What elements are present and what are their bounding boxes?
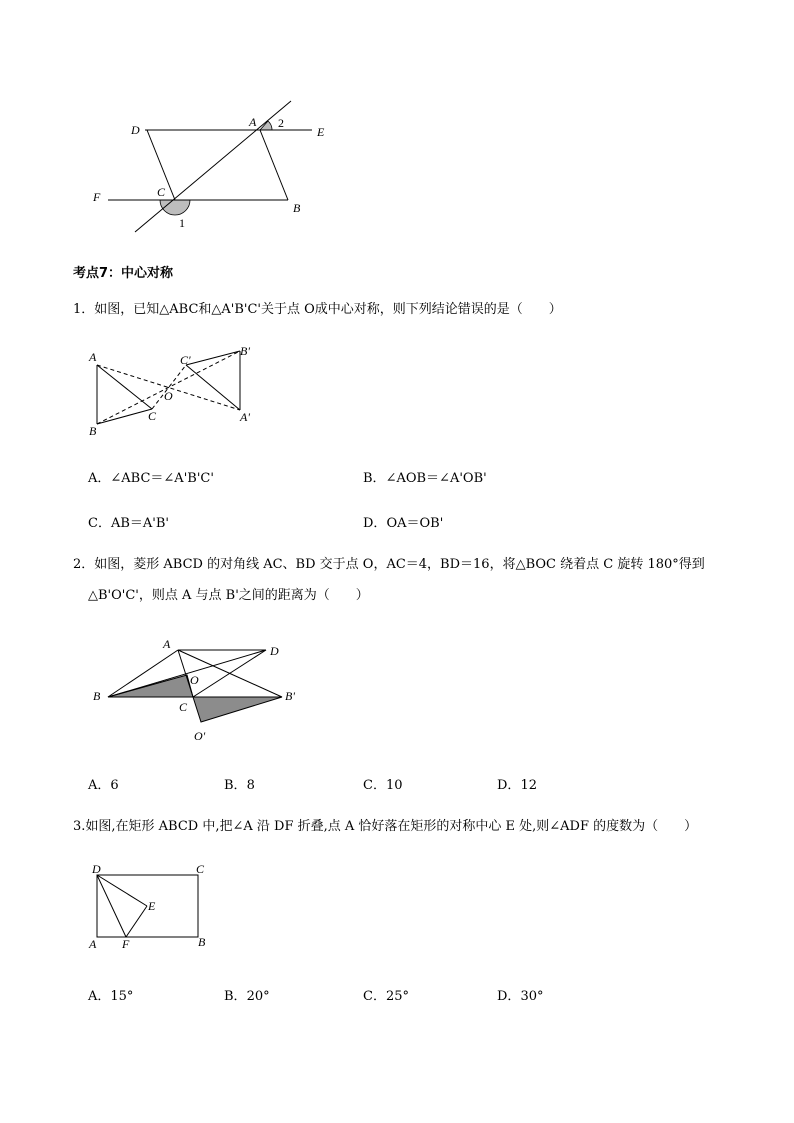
q2-option-b-text: 8 [246,778,255,793]
q2-stem-line1: 2．如图，菱形 ABCD 的对角线 AC、BD 交于点 O，AC＝4，BD＝16，将△BOC 绕着点 C 旋转 180°得到 [73,557,705,572]
q1-label-B: B [89,424,97,438]
label-B: B [293,201,301,215]
q1-stem: 1．如图，已知△ABC和△A'B'C'关于点 O成中心对称，则下列结论错误的是（ ） [73,302,562,317]
label-C: C [157,185,166,199]
q2-option-b-key: B． [224,778,247,793]
label-F: F [93,190,101,204]
q2-label-D: D [270,644,279,658]
q2-option-c-key: C． [363,778,386,793]
q2-label-B1: B' [285,689,295,703]
q1-label-C1: C' [180,353,191,367]
q1-option-c-text: AB＝A'B' [110,516,169,531]
q1-option-b-text: ∠AOB＝∠A'OB' [385,471,487,486]
section-title: 考点7：中心对称 [73,266,174,281]
q2-option-a-text: 6 [110,778,119,793]
q2-label-C: C [179,700,188,714]
q3-label-B: B [198,935,206,949]
q3-label-C: C [196,862,205,876]
q1-label-B1: B' [240,344,250,358]
q1-label-A: A [89,350,97,364]
label-A: A [249,115,257,129]
q2-option-c-text: 10 [385,778,403,793]
label-E: E [317,125,325,139]
q3-option-d[interactable] [497,985,543,1004]
q3-option-c-key: C． [363,989,386,1004]
q3-option-c[interactable] [363,985,409,1004]
q1-label-O: O [164,389,173,403]
q3-option-b[interactable] [224,985,270,1004]
q3-stem: 3.如图,在矩形 ABCD 中,把∠A 沿 DF 折叠,点 A 恰好落在矩形的对称中心 E 处,则∠ADF 的度数为（ ） [73,819,698,834]
q1-option-b-key: B． [363,471,386,486]
q3-option-a-key: A． [88,989,111,1004]
q3-line-EF [126,906,147,937]
q3-option-c-text: 25° [385,989,409,1004]
q1-label-A1: A' [240,410,250,424]
q3-label-F: F [122,937,130,951]
q1-option-a-text: ∠ABC＝∠A'B'C' [110,471,214,486]
q2-label-A: A [163,637,171,651]
q2-label-O: O [190,673,199,687]
q3-option-b-key: B． [224,989,247,1004]
q3-label-A: A [89,937,97,951]
label-D: D [131,123,140,137]
label-angle-1: 1 [179,216,185,230]
q3-option-b-text: 20° [246,989,270,1004]
q2-option-d-key: D． [497,778,521,793]
q3-option-d-key: D． [497,989,521,1004]
q3-option-a-text: 15° [110,989,134,1004]
q1-option-a-key: A． [88,471,111,486]
q1-option-d-key: D． [363,516,387,531]
q3-option-a[interactable] [88,985,133,1004]
q1-option-d-text: OA＝OB' [386,516,444,531]
q2-label-O1: O' [194,729,206,743]
q1-option-c-key: C． [88,516,111,531]
q1-label-C: C [148,409,157,423]
q3-option-d-text: 30° [520,989,544,1004]
q2-label-B: B [93,689,101,703]
label-angle-2: 2 [278,116,284,130]
q2-option-a-key: A． [88,778,111,793]
q3-label-E: E [148,899,156,913]
q3-label-D: D [92,862,101,876]
q2-stem-line2: △B'O'C'，则点 A 与点 B'之间的距离为（ ） [88,588,369,603]
q2-option-d-text: 12 [520,778,537,793]
